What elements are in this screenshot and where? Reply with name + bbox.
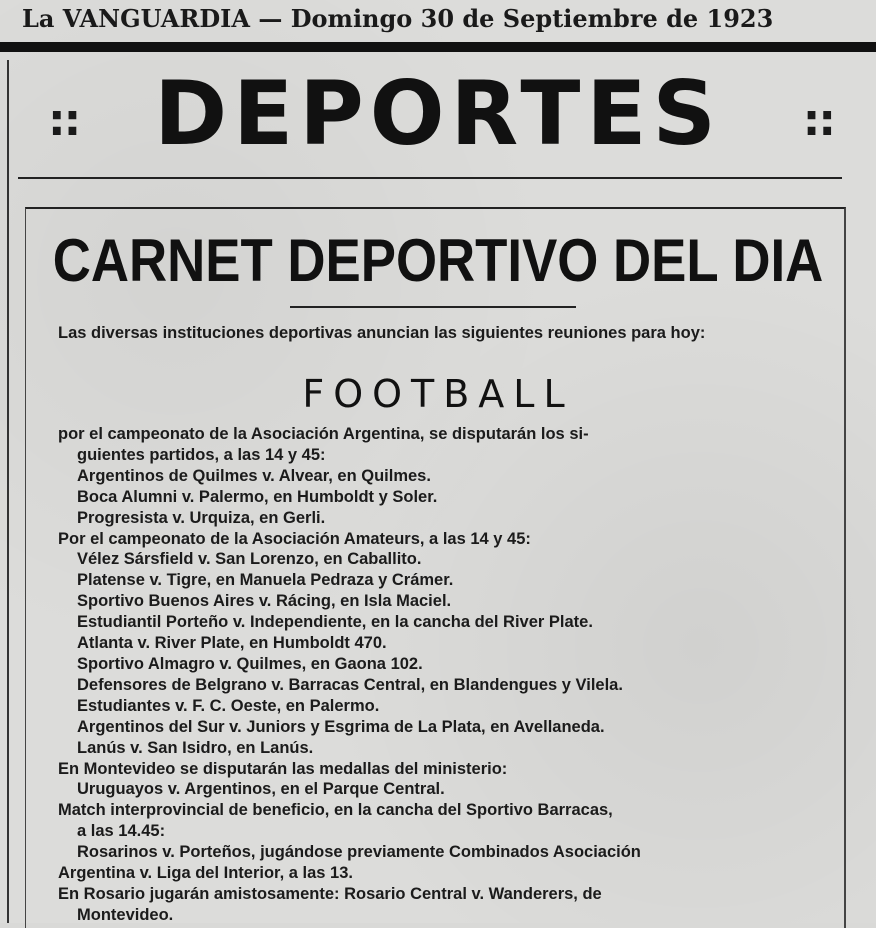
fixture-list [58,424,830,926]
headline: CARNET DEPORTIVO DEL DIA [52,227,824,294]
fixture-line: Estudiantil Porteño v. Independiente, en la cancha del River Plate. [77,613,593,632]
fixture-line: En Montevideo se disputarán las medallas del ministerio: [58,759,508,778]
fixture-line: Rosarinos v. Porteños, jugándose previamente Combinados Asociación [77,843,641,862]
fixture-line: Uruguayos v. Argentinos, en el Parque Central. [77,780,445,799]
fixture-line: Argentina v. Liga del Interior, a las 13. [58,864,353,883]
fixture-line: Sportivo Buenos Aires v. Rácing, en Isla Maciel. [77,592,452,611]
fixture-line: Argentinos de Quilmes v. Alvear, en Quilmes. [77,466,431,485]
column-rule [7,60,9,923]
masthead: La VANGUARDIA — Domingo 30 de Septiembre de 1923 [22,4,774,33]
fixture-line: guientes partidos, a las 14 y 45: [77,445,326,464]
fixture-line: Atlanta v. River Plate, en Humboldt 470. [77,634,387,653]
fixture-line: por el campeonato de la Asociación Argentina, se disputarán los si- [58,425,589,443]
fixture-line: Lanús v. San Isidro, en Lanús. [77,738,314,757]
fixture-line: Montevideo. [77,905,174,924]
fixture-line: Match interprovincial de beneficio, en la cancha del Sportivo Barracas, [58,801,613,820]
fixture-line: a las 14.45: [77,822,166,841]
fixture-line: Boca Alumni v. Palermo, en Humboldt y Soler. [77,487,438,506]
section-title: DEPORTES [154,62,722,165]
sport-heading: FOOTBALL [302,372,574,416]
fixture-line: Defensores de Belgrano v. Barracas Central, en Blandengues y Vilela. [77,675,623,694]
fixture-line: Platense v. Tigre, en Manuela Pedraza y Crámer. [77,571,454,590]
fixture-line: Sportivo Almagro v. Quilmes, en Gaona 102. [77,654,423,673]
fixture-line: Estudiantes v. F. C. Oeste, en Palermo. [77,696,380,715]
fixture-line: En Rosario jugarán amistosamente: Rosario Central v. Wanderers, de [58,884,602,903]
ornament-left: :: [48,95,80,146]
ornament-right: :: [802,95,834,146]
headline-rule [290,306,576,308]
fixture-line: Progresista v. Urquiza, en Gerli. [77,508,326,527]
intro-paragraph: Las diversas instituciones deportivas anuncian las siguientes reuniones para hoy: [58,324,706,342]
section-rule [18,177,842,179]
masthead-rule [0,42,876,52]
fixture-line: Argentinos del Sur v. Juniors y Esgrima de La Plata, en Avellaneda. [77,717,605,736]
fixture-line: Vélez Sársfield v. San Lorenzo, en Caballito. [77,550,422,569]
fixture-line: Por el campeonato de la Asociación Amateurs, a las 14 y 45: [58,529,531,548]
